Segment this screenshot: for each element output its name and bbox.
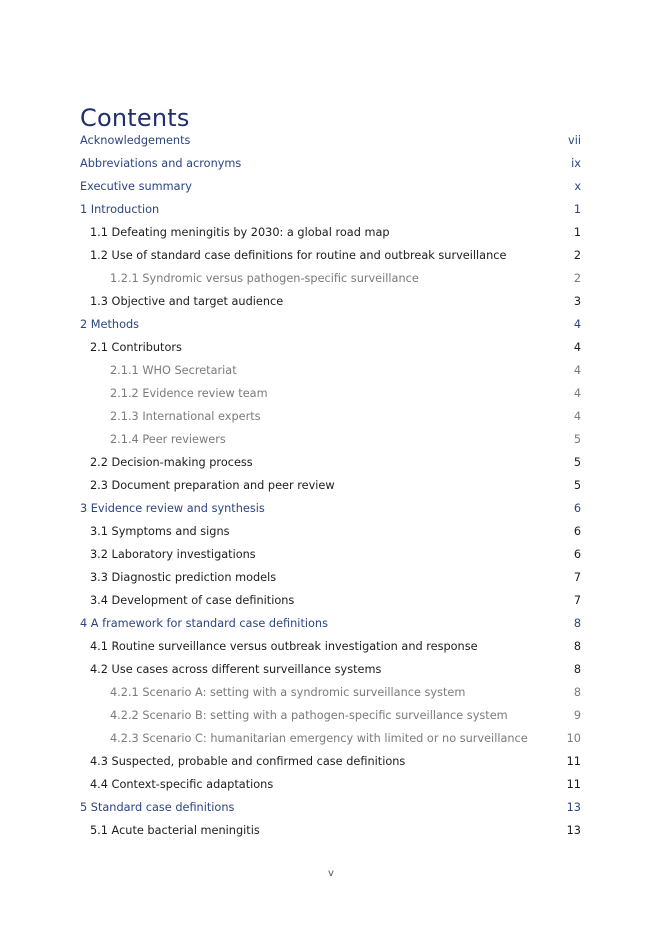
toc-entry-title: 2.2 Decision-making process <box>90 456 253 469</box>
toc-entry[interactable] <box>0 520 662 543</box>
toc-entry-title: 2 Methods <box>80 318 140 331</box>
toc-entry-page: 1 <box>573 226 581 239</box>
toc-entry-page: 8 <box>573 663 581 676</box>
toc-entry[interactable] <box>0 704 662 727</box>
toc-entry-title: 3.3 Diagnostic prediction models <box>90 571 277 584</box>
toc-entry-page: 6 <box>573 525 581 538</box>
toc-entry[interactable] <box>0 773 662 796</box>
toc-entry[interactable] <box>0 152 662 175</box>
toc-entry-title: Acknowledgements <box>80 134 191 147</box>
toc-entry-page: x <box>574 180 581 193</box>
toc-entry-title: 2.1.1 WHO Secretariat <box>110 364 237 377</box>
toc-entry[interactable] <box>0 819 662 842</box>
toc-entry-page: 7 <box>573 594 581 607</box>
toc-entry-page: 11 <box>566 778 581 791</box>
toc-entry-title: 2.1.2 Evidence review team <box>110 387 268 400</box>
toc-entry[interactable] <box>0 175 662 198</box>
toc-entry-page: 1 <box>573 203 581 216</box>
toc-entry-page: 7 <box>573 571 581 584</box>
toc-entry[interactable] <box>0 566 662 589</box>
toc-entry[interactable] <box>0 497 662 520</box>
toc-entry[interactable] <box>0 658 662 681</box>
toc-entry-page: 4 <box>573 410 581 423</box>
toc-entry-title: 3.1 Symptoms and signs <box>90 525 230 538</box>
toc-entry[interactable] <box>0 612 662 635</box>
toc-entry-page: 2 <box>573 249 581 262</box>
toc-entry-title: Abbreviations and acronyms <box>80 157 242 170</box>
toc-entry[interactable] <box>0 405 662 428</box>
toc-entry-title: 5 Standard case definitions <box>80 801 235 814</box>
toc-entry[interactable] <box>0 267 662 290</box>
toc-entry-page: 4 <box>573 318 581 331</box>
toc-entry[interactable] <box>0 313 662 336</box>
toc-entry-title: 1.2 Use of standard case definitions for routine and outbreak surveillance <box>90 249 507 262</box>
toc-entry-title: 1.1 Defeating meningitis by 2030: a global road map <box>90 226 390 239</box>
toc-entry-title: 2.1 Contributors <box>90 341 182 354</box>
toc-entry-title: 4.2 Use cases across different surveillance systems <box>90 663 382 676</box>
toc-entry[interactable] <box>0 428 662 451</box>
toc-entry[interactable] <box>0 589 662 612</box>
toc-entry-page: 9 <box>573 709 581 722</box>
toc-entry-title: 2.1.4 Peer reviewers <box>110 433 226 446</box>
toc-entry[interactable] <box>0 198 662 221</box>
toc-entry[interactable] <box>0 129 662 152</box>
toc-entry-page: 4 <box>573 387 581 400</box>
toc-entry-page: 6 <box>573 502 581 515</box>
toc-entry[interactable] <box>0 382 662 405</box>
toc-entry[interactable] <box>0 451 662 474</box>
toc-entry-title: 4.4 Context-specific adaptations <box>90 778 274 791</box>
toc-entry-title: 2.1.3 International experts <box>110 410 261 423</box>
toc-entry-page: 8 <box>573 686 581 699</box>
toc-entry[interactable] <box>0 474 662 497</box>
toc-entry-page: 5 <box>573 433 581 446</box>
toc-entry-page: vii <box>568 134 581 147</box>
toc-entry-title: 3 Evidence review and synthesis <box>80 502 265 515</box>
toc-entry-page: 8 <box>573 617 581 630</box>
page-title: Contents <box>80 104 190 133</box>
toc-entry[interactable] <box>0 290 662 313</box>
toc-entry-page: 10 <box>566 732 581 745</box>
toc-entry-title: Executive summary <box>80 180 192 193</box>
toc-entry-title: 4.2.3 Scenario C: humanitarian emergency with limited or no surveillance <box>110 732 528 745</box>
toc-entry-page: 2 <box>573 272 581 285</box>
toc-entry-page: 4 <box>573 364 581 377</box>
toc-entry[interactable] <box>0 359 662 382</box>
toc-entry[interactable] <box>0 635 662 658</box>
toc-entry-title: 1.2.1 Syndromic versus pathogen-specific surveillance <box>110 272 419 285</box>
toc-entry-page: 13 <box>566 801 581 814</box>
toc-entry[interactable] <box>0 543 662 566</box>
toc-entry-title: 1.3 Objective and target audience <box>90 295 284 308</box>
toc-entry-title: 1 Introduction <box>80 203 160 216</box>
toc-entry-page: 4 <box>573 341 581 354</box>
toc-entry-page: 3 <box>573 295 581 308</box>
toc-entry[interactable] <box>0 681 662 704</box>
toc-entry-title: 4.1 Routine surveillance versus outbreak investigation and response <box>90 640 478 653</box>
toc-entry[interactable] <box>0 796 662 819</box>
toc-entry-page: ix <box>571 157 581 170</box>
toc-entry-page: 5 <box>573 456 581 469</box>
toc-entry-title: 4.2.2 Scenario B: setting with a pathogen-specific surveillance system <box>110 709 508 722</box>
toc-entry[interactable] <box>0 750 662 773</box>
toc-entry-title: 2.3 Document preparation and peer review <box>90 479 335 492</box>
toc-entry-title: 4 A framework for standard case definitions <box>80 617 328 630</box>
toc-entry-title: 3.2 Laboratory investigations <box>90 548 256 561</box>
toc-entry[interactable] <box>0 221 662 244</box>
table-of-contents <box>0 129 662 842</box>
toc-entry-title: 4.2.1 Scenario A: setting with a syndromic surveillance system <box>110 686 466 699</box>
toc-entry-page: 6 <box>573 548 581 561</box>
toc-entry-title: 3.4 Development of case definitions <box>90 594 295 607</box>
toc-entry-title: 4.3 Suspected, probable and confirmed case definitions <box>90 755 406 768</box>
toc-entry[interactable] <box>0 727 662 750</box>
page-number: v <box>328 868 334 879</box>
toc-entry-page: 13 <box>566 824 581 837</box>
toc-entry[interactable] <box>0 244 662 267</box>
toc-entry-page: 8 <box>573 640 581 653</box>
toc-entry-page: 5 <box>573 479 581 492</box>
toc-entry-title: 5.1 Acute bacterial meningitis <box>90 824 260 837</box>
toc-entry[interactable] <box>0 336 662 359</box>
toc-entry-page: 11 <box>566 755 581 768</box>
